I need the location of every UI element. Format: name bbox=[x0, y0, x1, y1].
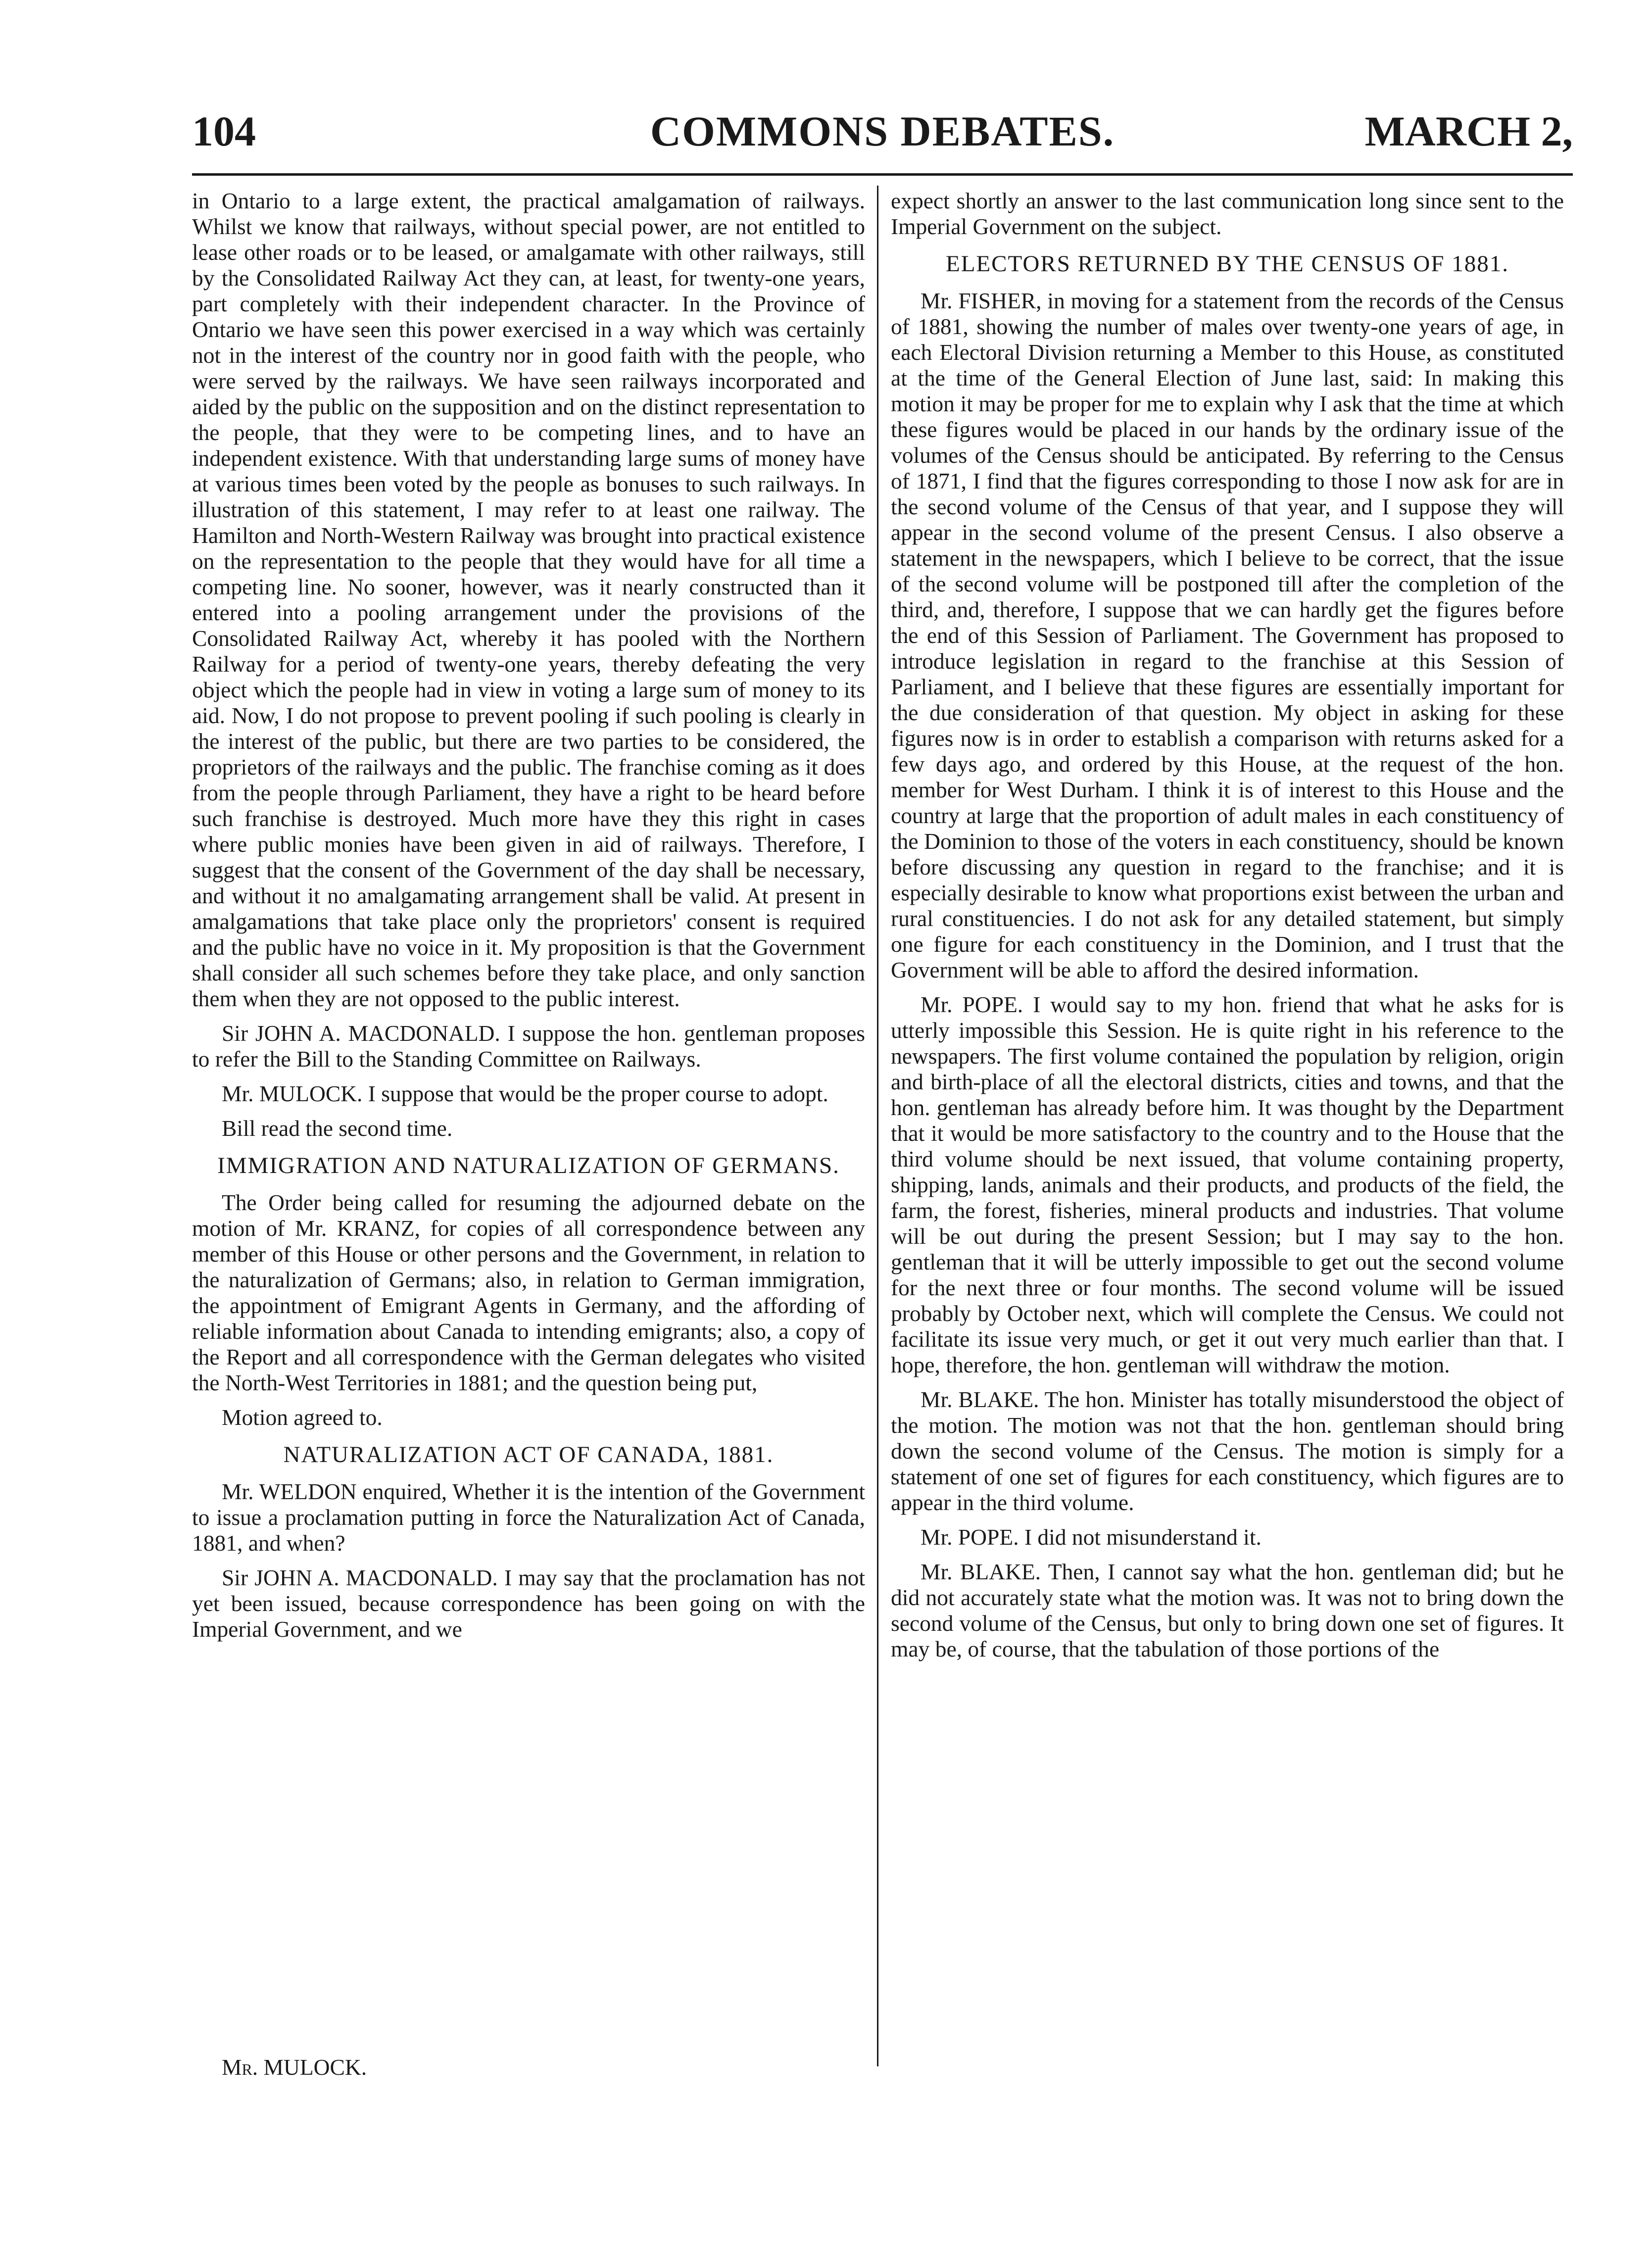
page-date: MARCH 2, bbox=[1364, 107, 1573, 155]
right-column bbox=[891, 188, 1564, 2089]
column-divider bbox=[877, 186, 878, 2066]
section-heading: IMMIGRATION AND NATURALIZATION OF GERMANS. bbox=[217, 1153, 840, 1178]
paragraph: Motion agreed to. bbox=[222, 1405, 383, 1430]
section-heading: NATURALIZATION ACT OF CANADA, 1881. bbox=[283, 1442, 774, 1467]
journal-title: COMMONS DEBATES. bbox=[650, 107, 1115, 155]
section-heading: ELECTORS RETURNED BY THE CENSUS OF 1881. bbox=[945, 251, 1509, 277]
page-number: 104 bbox=[192, 107, 256, 155]
running-header bbox=[192, 106, 1573, 166]
paragraph: Bill read the second time. bbox=[222, 1116, 453, 1141]
paragraph: Mr. BLAKE. The hon. Minister has totally misunderstood the object of the motion. The motion was not that the hon. gentleman should bring down the second volume of the Census. The motion is simply for a statement of one set of figures for each constituency, which figures are to appear in the third volume. bbox=[891, 1387, 1564, 1515]
header-rule bbox=[192, 173, 1573, 176]
paragraph: Mr. MULOCK. I suppose that would be the proper course to adopt. bbox=[222, 1081, 828, 1106]
paragraph: Sir JOHN A. MACDONALD. I suppose the hon. gentleman proposes to refer the Bill to the Standing Committee on Railways. bbox=[192, 1021, 865, 1072]
paragraph: Mr. POPE. I would say to my hon. friend that what he asks for is utterly impossible this Session. He is quite right in his reference to the newspapers. The first volume contained the population by religion, origin and birth-place of all the electoral districts, cities and towns, and that the hon. gentleman has already before him. It was thought by the Department that it would be more satisfactory to the country and to the House that the third volume should be next issued, that volume containing property, shipping, lands, animals and their products, and products of the field, the farm, the forest, fisheries, mineral products and industries. That volume will be out during the present Session; but I may say to the hon. gentleman that it will be utterly impossible to get out the second volume for the next three or four months. The second volume will be issued probably by October next, which will complete the Census. We could not facilitate its issue very much, or get it out very much earlier than that. I hope, therefore, the hon. gentleman will withdraw the motion. bbox=[891, 992, 1564, 1377]
paragraph: expect shortly an answer to the last communication long since sent to the Imperial Government on the subject. bbox=[891, 188, 1564, 239]
paragraph: Mr. WELDON enquired, Whether it is the intention of the Government to issue a proclamation putting in force the Naturalization Act of Canada, 1881, and when? bbox=[192, 1479, 865, 1556]
paragraph: Mr. FISHER, in moving for a statement from the records of the Census of 1881, showing the number of males over twenty-one years of age, in each Electoral Division returning a Member to this House, as constituted at the time of the General Election of June last, said: In making this motion it may be proper for me to explain why I ask that the time at which these figures would be placed in our hands by the ordinary issue of the volumes of the Census should be anticipated. By referring to the Census of 1871, I find that the figures corresponding to those I now ask for are in the second volume of the Census of that year, and I suppose they will appear in the second volume of the present Census. I also observe a statement in the newspapers, which I believe to be correct, that the issue of the second volume will be postponed till after the completion of the third, and, therefore, I suppose that we can hardly get the figures before the end of this Session of Parliament. The Government has proposed to introduce legislation in regard to the franchise at this Session of Parliament, and I believe that these figures are essentially important for the due consideration of that question. My object in asking for these figures now is in order to establish a comparison with returns asked for a few days ago, and ordered by this House, at the request of the hon. member for West Durham. I think it is of interest to this House and the country at large that the proportion of adult males in each constituency of the Dominion to those of the voters in each constituency, should be known before discussing any question in regard to the franchise; and it is especially desirable to know what proportions exist between the urban and rural constituencies. I do not ask for any detailed statement, but simply one figure for each constituency in the Dominion, and I trust that the Government will be able to afford the desired information. bbox=[891, 288, 1564, 982]
paragraph: Mr. BLAKE. Then, I cannot say what the hon. gentleman did; but he did not accurately state what the motion was. It was not to bring down the second volume of the Census, but only to bring down one set of figures. It may be, of course, that the tabulation of those portions of the bbox=[891, 1559, 1564, 1662]
paragraph: in Ontario to a large extent, the practical amalgamation of railways. Whilst we know that railways, without special power, are not entitled to lease other roads or to be leased, or amalgamate with other railways, still by the Consolidated Railway Act they can, at least, for twenty-one years, part completely with their independent character. In the Province of Ontario we have seen this power exercised in a way which was certainly not in the interest of the country nor in good faith with the people, who were served by the railways. We have seen railways incorporated and aided by the public on the supposition and on the distinct representation to the people, that they were to be competing lines, and to have an independent existence. With that understanding large sums of money have at various times been voted by the people as bonuses to such railways. In illustration of this statement, I may refer to at least one railway. The Hamilton and North-Western Railway was brought into practical existence on the representation to the people that they would have for all time a competing line. No sooner, however, was it nearly constructed than it entered into a pooling arrangement under the provisions of the Consolidated Railway Act, whereby it has pooled with the Northern Railway for a period of twenty-one years, thereby defeating the very object which the people had in view in voting a large sum of money to its aid. Now, I do not propose to prevent pooling if such pooling is clearly in the interest of the public, but there are two parties to be considered, the proprietors of the railways and the public. The franchise coming as it does from the people through Parliament, they have a right to be heard before such franchise is destroyed. Much more have they this right in cases where public monies have been given in aid of railways. Therefore, I suggest that the consent of the Government of the day shall be necessary, and without it no amalgamating arrangement shall be valid. At present in amalgamations that take place only the proprietors' consent is required and the public have no voice in it. My proposition is that the Government shall consider all such schemes before they take place, and only sanction them when they are not opposed to the public interest. bbox=[192, 188, 865, 1011]
paragraph: Mr. POPE. I did not misunderstand it. bbox=[921, 1524, 1262, 1550]
paragraph: The Order being called for resuming the adjourned debate on the motion of Mr. KRANZ, for copies of all correspondence between any member of this House or other persons and the Government, in relation to the naturalization of Germans; also, in relation to German immigration, the appointment of Emigrant Agents in Germany, and the affording of reliable information about Canada to intending emigrants; also, a copy of the Report and all correspondence with the German delegates who visited the North-West Territories in 1881; and the question being put, bbox=[192, 1190, 865, 1395]
footer-signature: Mr. MULOCK. bbox=[222, 2054, 367, 2080]
left-column bbox=[192, 188, 865, 2089]
paragraph: Sir JOHN A. MACDONALD. I may say that the proclamation has not yet been issued, because correspondence has been going on with the Imperial Government, and we bbox=[192, 1565, 865, 1642]
